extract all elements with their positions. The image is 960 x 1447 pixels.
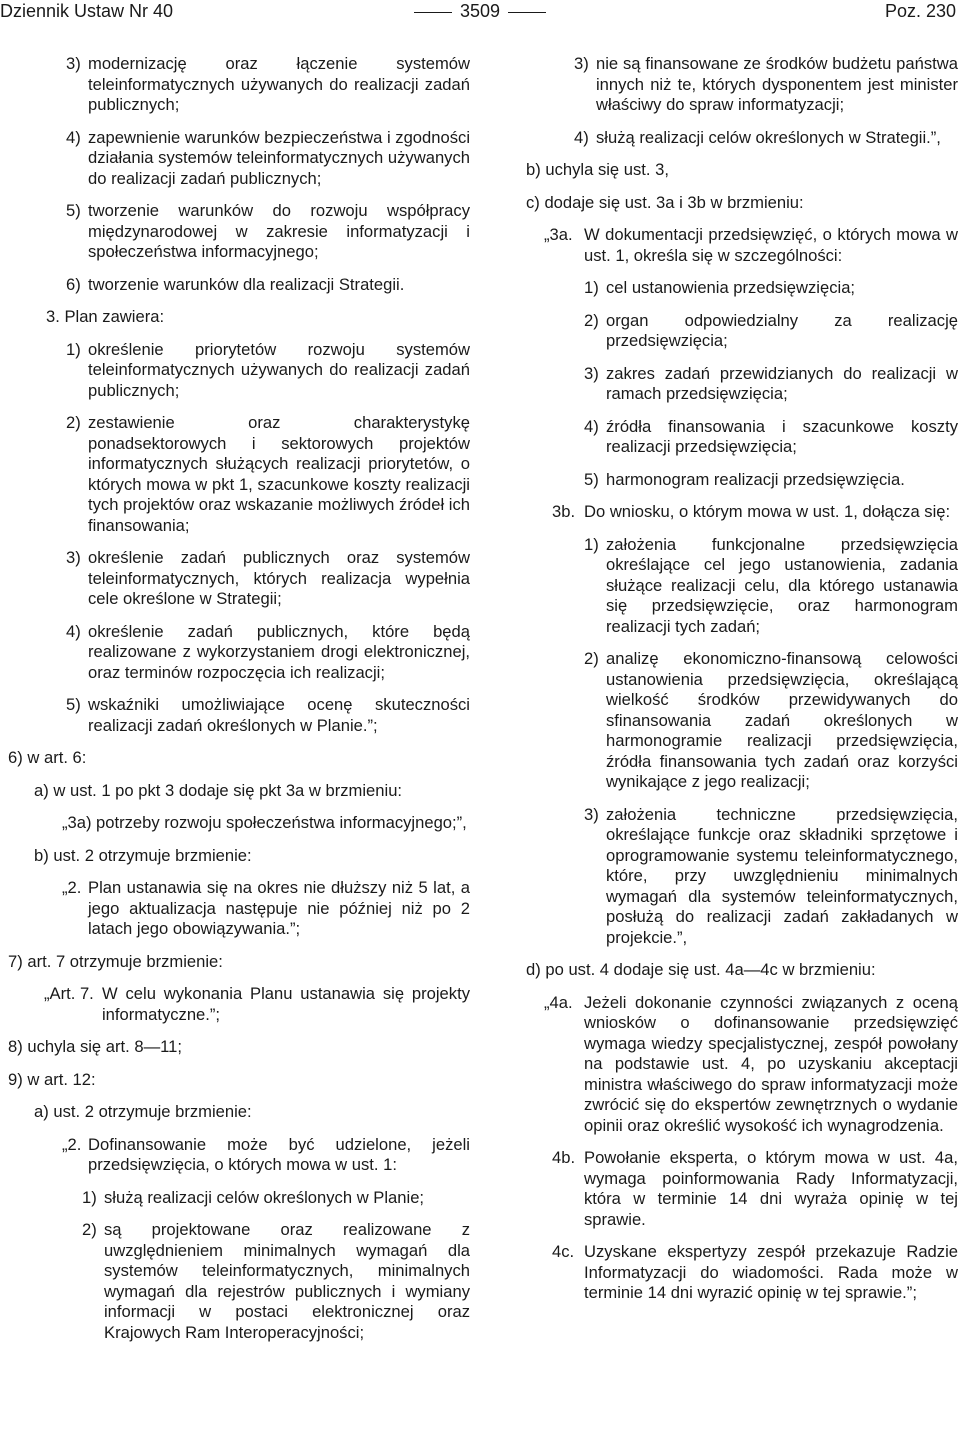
item-number: „4a. (544, 992, 573, 1012)
item-number: 4) (574, 127, 589, 147)
item-number: 5) (66, 201, 81, 220)
item-number: c) (526, 192, 545, 212)
item-text: określenie zadań publicznych, które będą realizowane z wykorzystaniem drogi elektronicznej, oraz terminów rozpoczęcia ich realizacji; (88, 621, 470, 682)
item-number: 4) (66, 127, 81, 147)
paragraph (8, 846, 470, 867)
item-text: cel ustanowienia przedsięwzięcia; (606, 278, 856, 297)
paragraph (8, 548, 470, 610)
item-number: 3) (66, 54, 81, 73)
item-text: Dofinansowanie może być udzielone, jeżeli przedsięwzięcia, o których mowa w ust. 1: (88, 1134, 470, 1174)
item-text: nie są finansowane ze środków budżetu państwa innych niż te, których dysponentem jest minister właściwy do spraw informatyzacji; (596, 54, 958, 114)
paragraph (8, 781, 470, 802)
paragraph (8, 695, 470, 736)
item-number: 3. (46, 307, 65, 326)
item-number: 3b. (552, 502, 576, 521)
item-text: Uzyskane ekspertyzy zespół przekazuje Radzie Informatyzacji do wiadomości. Rada może w terminie 14 dni wyrazić opinię w tej sprawie.”; (584, 1242, 958, 1302)
paragraph (8, 984, 470, 1025)
dash-right (508, 12, 546, 13)
paragraph (8, 1037, 470, 1058)
paragraph (8, 1220, 470, 1343)
paragraph (8, 201, 470, 263)
item-text: harmonogram realizacji przedsięwzięcia. (606, 469, 905, 489)
item-number: 3) (584, 363, 599, 383)
paragraph (8, 413, 470, 536)
paragraph (526, 960, 958, 981)
item-text: źródła finansowania i szacunkowe koszty realizacji przedsięwzięcia; (606, 416, 958, 456)
item-number: „Art. 7. (44, 984, 94, 1003)
item-number: 3) (584, 804, 599, 824)
paragraph (526, 225, 958, 266)
item-number: 1) (82, 1187, 97, 1207)
item-text: zestawienie oraz charakterystykę ponadsektorowych i sektorowych projektów informatycznych służących realizacji priorytetów, o których mowa w pkt 1, szacunkowe koszty realizacji tych projektów oraz wskazanie możliwych źródeł ich finansowania; (88, 413, 470, 535)
right-column (526, 54, 958, 1316)
item-text: Plan ustanawia się na okres nie dłuższy niż 5 lat, a jego aktualizacja następuje nie później niż po 2 latach jego obowiązywania.”; (88, 878, 470, 938)
paragraph (526, 54, 958, 116)
item-text: Do wniosku, o którym mowa w ust. 1, dołącza się: (584, 502, 951, 521)
paragraph (8, 878, 470, 940)
item-text: Powołanie eksperta, o którym mowa w ust. 4a, wymaga poinformowania Rady Informatyzacji, która w terminie 14 dni wyraża opinię w tej sprawie. (584, 1148, 958, 1229)
item-number: 5) (66, 695, 81, 714)
item-number: 2) (66, 413, 81, 432)
item-text: służą realizacji celów określonych w Strategii.”, (596, 127, 941, 147)
item-number: a) (34, 1102, 54, 1121)
paragraph (8, 1135, 470, 1176)
paragraph (8, 748, 470, 769)
item-text: założenia funkcjonalne przedsięwzięcia określające cel jego ustanowienia, zadania służące realizacji celu, dla którego ustanawia się przedsięwzięcie, oraz harmonogram realizacji tych zadań; (606, 534, 958, 636)
item-text: Jeżeli dokonanie czynności związanych z oceną wniosków o dofinansowanie przedsięwzięć wymaga wiedzy specjalistycznej, zespół powołany na podstawie ust. 4, po uzyskaniu akceptacji ministra właściwego do spraw informatyzacji może zwrócić się do ekspertów zewnętrznych o wydanie opinii oraz określić wysokość ich wynagrodzenia. (584, 992, 958, 1135)
item-text: organ odpowiedzialny za realizację przedsięwzięcia; (606, 310, 958, 350)
paragraph (8, 307, 470, 328)
item-number: a) (34, 780, 54, 800)
paragraph (526, 535, 958, 638)
item-text: tworzenie warunków do rozwoju współpracy międzynarodowej w zakresie informatyzacji i społeczeństwa informacyjnego; (88, 201, 470, 261)
paragraph (8, 1070, 470, 1091)
item-text: zapewnienie warunków bezpieczeństwa i zgodności działania systemów teleinformatycznych używanych do realizacji zadań publicznych; (88, 127, 470, 188)
item-number: 6) (8, 748, 28, 767)
item-number: 2) (584, 310, 599, 330)
item-number: 1) (66, 339, 81, 359)
item-number: 7) (8, 951, 28, 971)
page-header (0, 0, 960, 30)
paragraph (8, 1102, 470, 1123)
item-text: art. 7 otrzymuje brzmienie: (27, 951, 223, 971)
item-number: 1) (584, 534, 599, 554)
paragraph (526, 128, 958, 149)
paragraph (526, 160, 958, 181)
item-number: 6) (66, 274, 81, 294)
item-text: W dokumentacji przedsięwzięć, o których mowa w ust. 1, określa się w szczególności: (584, 225, 958, 265)
item-number: 4) (66, 621, 81, 641)
item-text: w ust. 1 po pkt 3 dodaje się pkt 3a w brzmieniu: (53, 780, 403, 800)
item-text: w art. 12: (27, 1069, 96, 1089)
item-number: 9) (8, 1069, 28, 1089)
item-number: 4b. (552, 1148, 576, 1167)
paragraph (526, 649, 958, 793)
paragraph (526, 311, 958, 352)
item-text: tworzenie warunków dla realizacji Strategii. (88, 274, 405, 294)
item-text: modernizację oraz łączenie systemów teleinformatycznych używanych do realizacji zadań publicznych; (88, 54, 470, 114)
paragraph (8, 813, 470, 834)
item-text: założenia techniczne przedsięwzięcia, określające funkcje oraz składniki sprzętowe i oprogramowanie systemu teleinformatycznego, które, przy uwzględnieniu minimalnych wymagań dla systemów teleinformatycznych, posłużą do realizacji zadań zakładanych w projekcie.”, (606, 804, 958, 947)
item-number: b) (526, 160, 546, 179)
item-number: „3a) (62, 813, 92, 832)
item-text: uchyla się art. 8—11; (27, 1037, 183, 1056)
item-text: Plan zawiera: (64, 307, 165, 326)
dash-left (414, 12, 452, 13)
page-number-block (0, 0, 960, 22)
paragraph (8, 622, 470, 684)
item-text: uchyla się ust. 3, (545, 160, 669, 179)
item-number: 5) (584, 469, 599, 489)
item-number: b) (34, 845, 54, 865)
journal-title: Dziennik Ustaw Nr 40 (0, 1, 174, 21)
item-number: 3) (66, 548, 81, 567)
item-number: „3a. (544, 225, 573, 244)
paragraph (526, 993, 958, 1137)
item-text: określenie priorytetów rozwoju systemów teleinformatycznych używanych do realizacji zadań publicznych; (88, 339, 470, 400)
position-number: Poz. 230 (884, 1, 956, 21)
item-text: ust. 2 otrzymuje brzmienie: (53, 845, 252, 865)
item-text: służą realizacji celów określonych w Planie; (104, 1187, 425, 1207)
paragraph (526, 278, 958, 299)
item-number: 3) (574, 54, 589, 73)
paragraph (8, 128, 470, 190)
item-number: „2. (62, 878, 82, 897)
paragraph (8, 54, 470, 116)
item-number: 8) (8, 1037, 28, 1056)
item-text: określenie zadań publicznych oraz systemów teleinformatycznych, których realizacja wypełnia cele określone w Strategii; (88, 548, 470, 608)
paragraph (526, 502, 958, 523)
item-number: 2) (82, 1220, 97, 1239)
paragraph (526, 193, 958, 214)
item-number: 4c. (552, 1242, 575, 1261)
item-text: analizę ekonomiczno-finansową celowości ustanowienia przedsięwzięcia, określającą wielkość środków przewidywanych do sfinansowania zadań określonych w harmonogramie realizacji przedsięwzięcia, źródła finansowania tych zadań oraz korzyści wynikające z jego realizacji; (606, 649, 958, 791)
paragraph (526, 805, 958, 949)
item-number: 4) (584, 416, 599, 436)
item-text: dodaje się ust. 3a i 3b w brzmieniu: (544, 192, 804, 212)
item-text: potrzeby rozwoju społeczeństwa informacyjnego;”, (96, 813, 467, 832)
left-column (8, 54, 470, 1355)
page-number: 3509 (459, 1, 501, 21)
paragraph (526, 1148, 958, 1230)
item-text: ust. 2 otrzymuje brzmienie: (53, 1102, 252, 1121)
paragraph (8, 952, 470, 973)
item-text: po ust. 4 dodaje się ust. 4a—4c w brzmieniu: (545, 960, 876, 979)
item-text: w art. 6: (27, 748, 87, 767)
paragraph (8, 275, 470, 296)
item-text: są projektowane oraz realizowane z uwzględnieniem minimalnych wymagań dla systemów teleinformatycznych, minimalnych wymagań dla rejestrów publicznych i wymiany informacji w postaci elektronicznej oraz Krajowych Ram Interoperacyjności; (104, 1220, 470, 1342)
item-text: zakres zadań przewidzianych do realizacji w ramach przedsięwzięcia; (606, 363, 958, 403)
item-number: 1) (584, 278, 599, 297)
item-text: wskaźniki umożliwiające ocenę skuteczności realizacji zadań określonych w Planie.”; (88, 695, 470, 735)
paragraph (8, 1188, 470, 1209)
paragraph (526, 417, 958, 458)
paragraph (8, 340, 470, 402)
paragraph (526, 470, 958, 491)
item-number: d) (526, 960, 546, 979)
item-text: W celu wykonania Planu ustanawia się projekty informatyczne.”; (102, 984, 470, 1024)
item-number: 2) (584, 649, 599, 668)
paragraph (526, 1242, 958, 1304)
paragraph (526, 364, 958, 405)
item-number: „2. (62, 1134, 82, 1154)
